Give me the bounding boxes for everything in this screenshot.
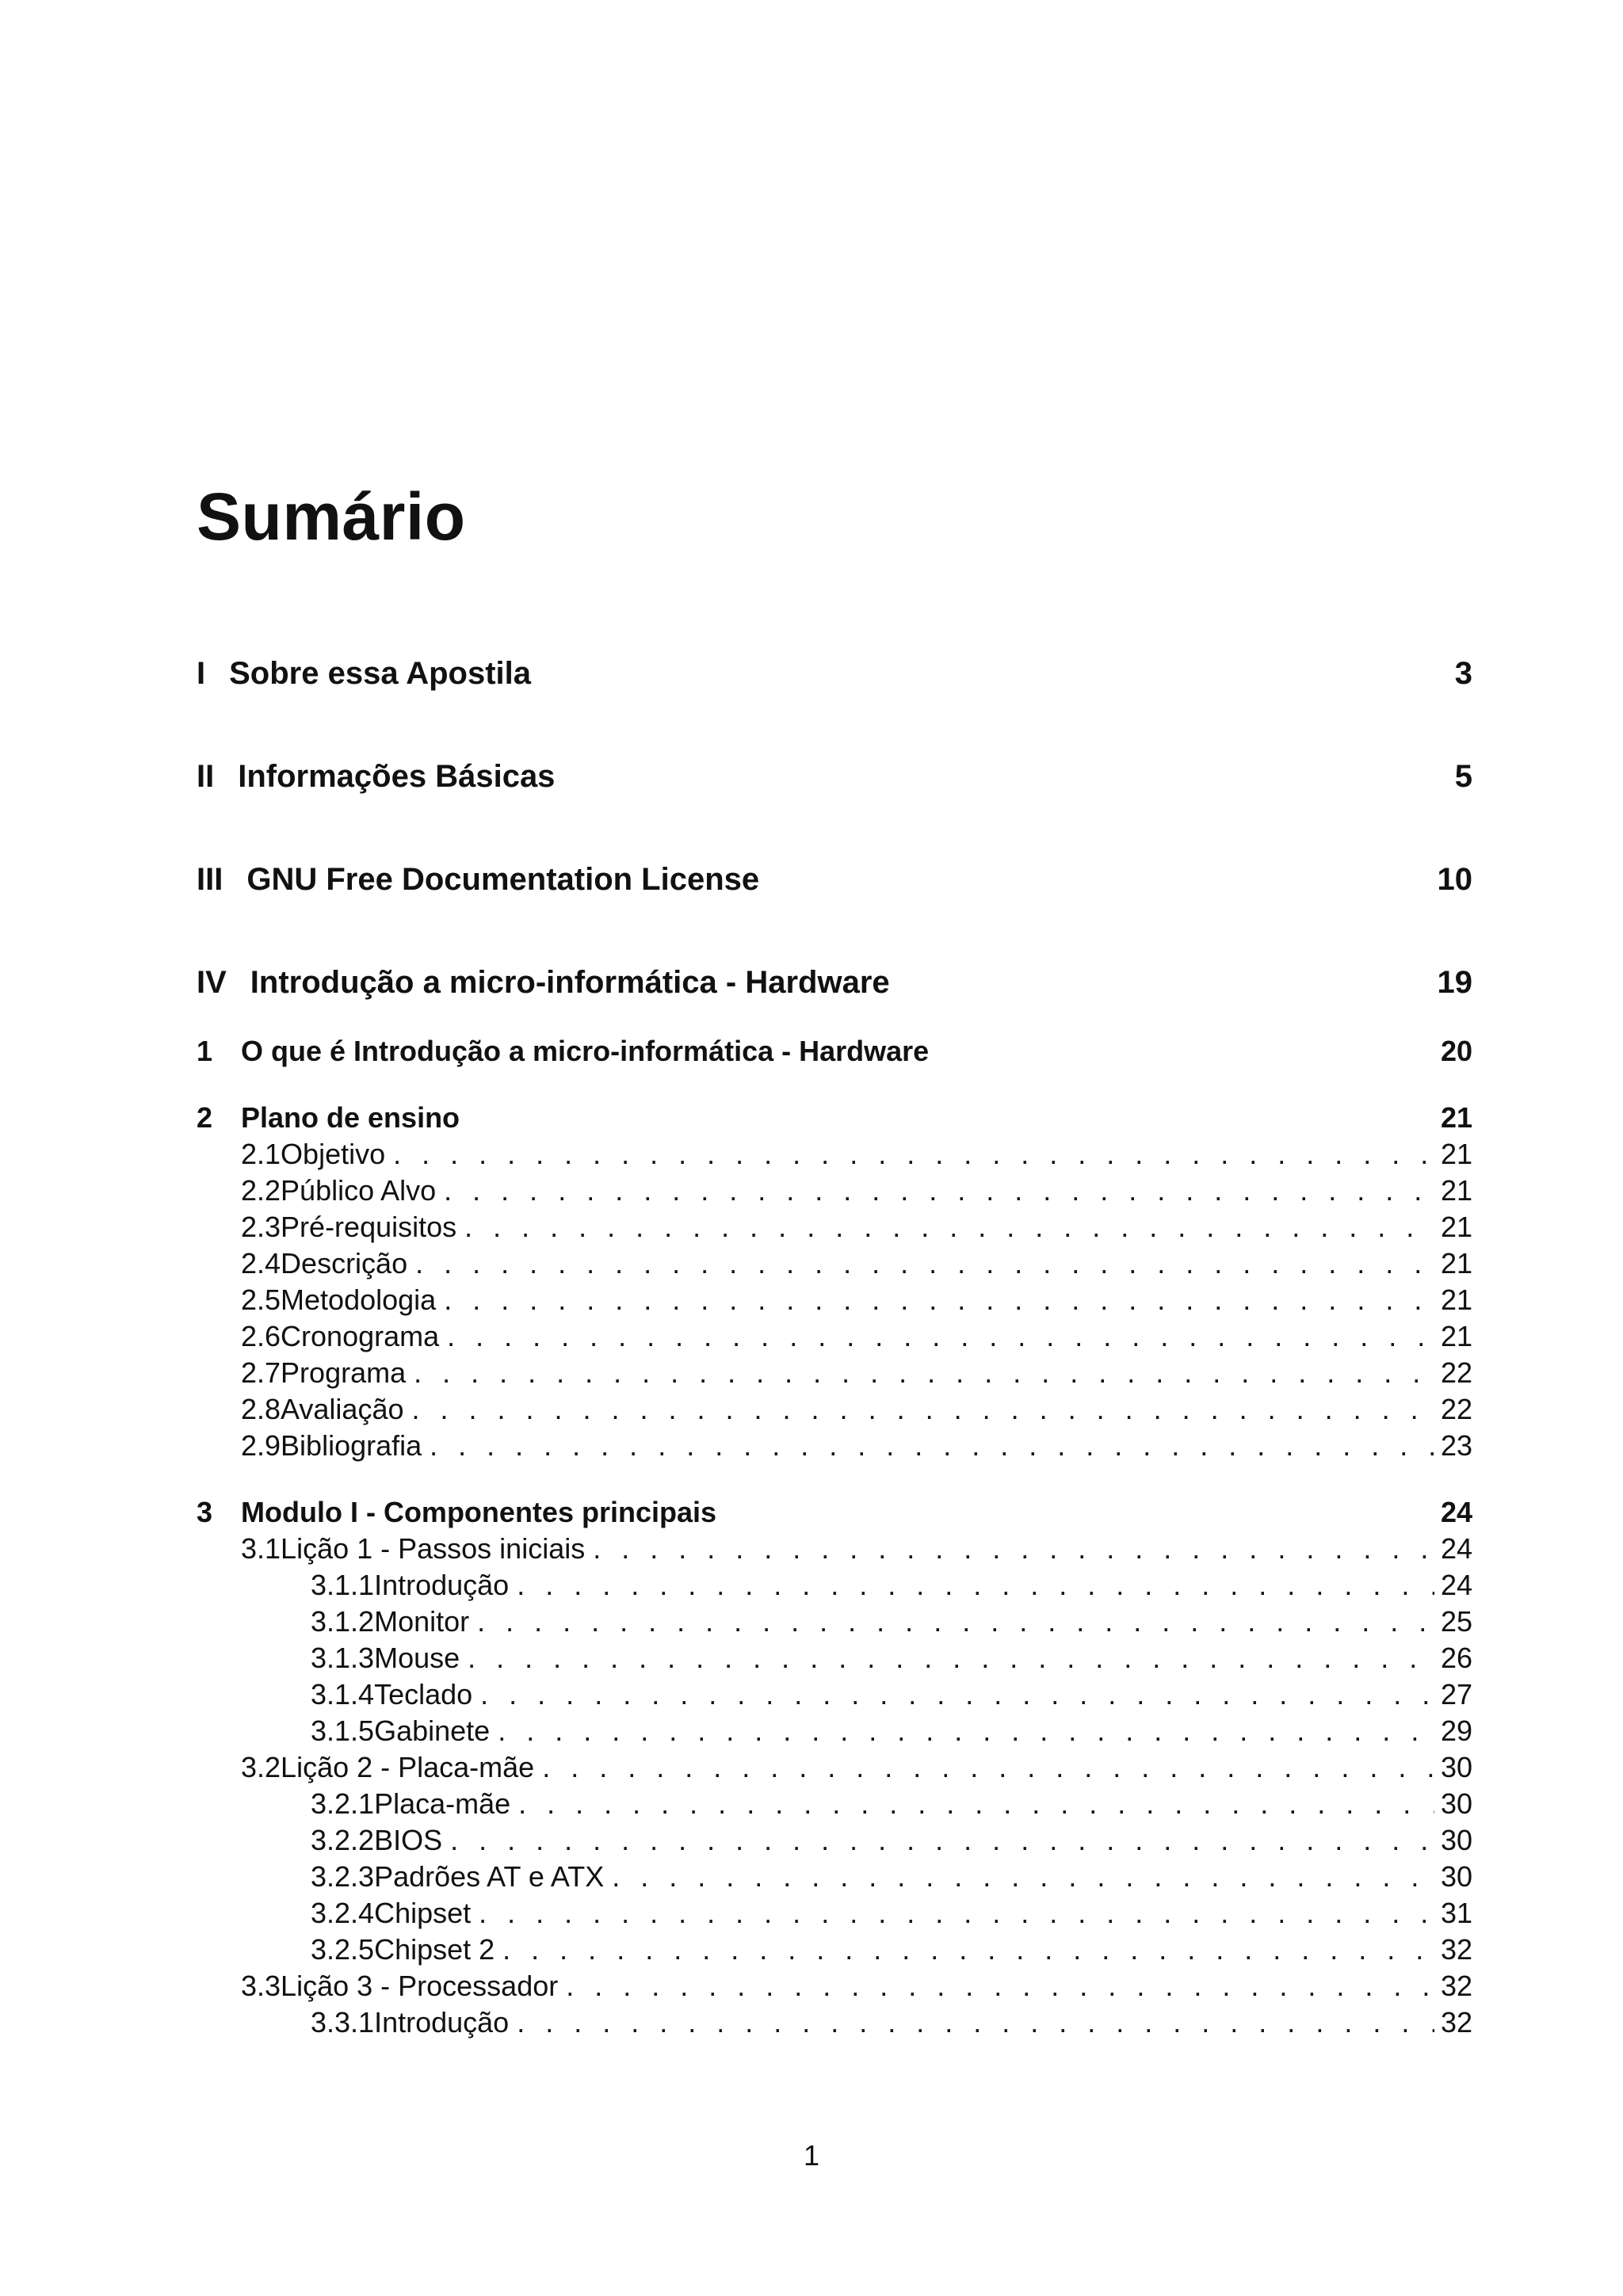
- toc-part-page: 3: [1454, 656, 1472, 691]
- toc-part-title: Sobre essa Apostila: [229, 656, 532, 691]
- toc-entry[interactable]: [197, 1787, 1472, 1821]
- toc-entry-page: 32: [1440, 2006, 1472, 2039]
- toc-entry-page: 21: [1440, 1320, 1472, 1352]
- toc-dot-leader: [593, 1532, 1434, 1566]
- toc-entry-page: 24: [1440, 1569, 1472, 1601]
- toc-entry-number: 2.4: [241, 1247, 281, 1280]
- toc-dot-leader: [498, 1714, 1434, 1748]
- toc-entry-title: Bibliografia: [281, 1429, 422, 1462]
- toc-entry-title: Mouse: [374, 1642, 460, 1674]
- toc-entry-number: 3.1.2: [311, 1605, 375, 1638]
- toc-dot-leader: [502, 1933, 1434, 1966]
- toc-entry-page: 30: [1440, 1824, 1472, 1856]
- toc-chapter-page: 24: [1440, 1496, 1472, 1528]
- toc-dot-leader: [566, 1970, 1434, 2003]
- toc-entry-title: Chipset 2: [374, 1933, 495, 1966]
- toc-entry[interactable]: [197, 1569, 1472, 1602]
- toc-entry[interactable]: [197, 2006, 1472, 2039]
- toc-entry-number: 3.2.3: [311, 1860, 375, 1893]
- toc-entry-page: 21: [1440, 1174, 1472, 1207]
- toc-dot-leader: [517, 1569, 1434, 1602]
- toc-entry-title: Metodologia: [281, 1283, 437, 1316]
- toc-entry-page: 21: [1440, 1138, 1472, 1170]
- toc-entry-number: 3.1.1: [311, 1569, 375, 1601]
- toc-entry-page: 22: [1440, 1356, 1472, 1389]
- toc-entry[interactable]: [197, 1714, 1472, 1748]
- toc-dot-leader: [444, 1174, 1434, 1207]
- toc-entry-page: 25: [1440, 1605, 1472, 1638]
- toc-entry-title: BIOS: [374, 1824, 443, 1856]
- toc-dot-leader: [415, 1247, 1434, 1280]
- toc-dot-leader: [464, 1211, 1434, 1244]
- toc-entry-number: 3.1: [241, 1532, 281, 1565]
- toc-part-number: I: [197, 656, 206, 691]
- toc-entry-title: Monitor: [374, 1605, 470, 1638]
- toc-entry-number: 2.3: [241, 1211, 281, 1243]
- toc-entry-title: Descrição: [281, 1247, 408, 1280]
- toc-entry-page: 32: [1440, 1933, 1472, 1966]
- toc-entry-number: 3.2.2: [311, 1824, 375, 1856]
- toc-entry-number: 3.1.3: [311, 1642, 375, 1674]
- toc-chapter-2[interactable]: [197, 1101, 1472, 1135]
- toc-entry-number: 2.1: [241, 1138, 281, 1170]
- toc-chapter-1[interactable]: [197, 1035, 1472, 1068]
- toc-part-4[interactable]: [197, 965, 1472, 1001]
- toc-entry-page: 29: [1440, 1714, 1472, 1747]
- toc-dot-leader: [479, 1897, 1434, 1930]
- toc-part-title: Informações Básicas: [238, 759, 556, 794]
- toc-entry-page: 23: [1440, 1429, 1472, 1462]
- toc-entry-title: Introdução: [374, 1569, 510, 1601]
- toc-dot-leader: [612, 1860, 1434, 1894]
- toc-chapter-3[interactable]: [197, 1496, 1472, 1529]
- toc-entry-number: 2.5: [241, 1283, 281, 1316]
- toc-entry[interactable]: [197, 1393, 1472, 1426]
- toc-entry-title: Objetivo: [281, 1138, 386, 1170]
- toc-entry-number: 3.3.1: [311, 2006, 375, 2039]
- toc-part-1[interactable]: [197, 656, 1472, 692]
- toc-entry[interactable]: [197, 1897, 1472, 1930]
- toc-chapter-page: 20: [1440, 1035, 1472, 1067]
- toc-entry-title: Lição 1 - Passos iniciais: [281, 1532, 586, 1565]
- toc-entry[interactable]: [197, 1138, 1472, 1171]
- toc-entry-title: Cronograma: [281, 1320, 440, 1352]
- toc-entry-page: 22: [1440, 1393, 1472, 1425]
- toc-entry-number: 2.8: [241, 1393, 281, 1425]
- toc-entry[interactable]: [197, 1860, 1472, 1894]
- toc-entry[interactable]: [197, 1824, 1472, 1857]
- toc-entry[interactable]: [197, 1532, 1472, 1566]
- toc-entry[interactable]: [197, 1356, 1472, 1390]
- toc-entry[interactable]: [197, 1320, 1472, 1353]
- toc-entry-page: 26: [1440, 1642, 1472, 1674]
- toc-chapter-number: 1: [197, 1035, 213, 1067]
- toc-entry-number: 2.6: [241, 1320, 281, 1352]
- toc-entry-title: Lição 2 - Placa-mãe: [281, 1751, 535, 1783]
- toc-entry-number: 2.2: [241, 1174, 281, 1207]
- toc-chapter-title: Modulo I - Componentes principais: [241, 1496, 717, 1528]
- toc-chapter-page: 21: [1440, 1101, 1472, 1134]
- toc-entry-page: 30: [1440, 1860, 1472, 1893]
- toc-entry[interactable]: [197, 1283, 1472, 1317]
- toc-entry-title: Pré-requisitos: [281, 1211, 457, 1243]
- toc-entry[interactable]: [197, 1678, 1472, 1711]
- toc-entry-title: Chipset: [374, 1897, 472, 1929]
- toc-entry-number: 3.1.4: [311, 1678, 375, 1711]
- toc-entry[interactable]: [197, 1970, 1472, 2003]
- toc-dot-leader: [477, 1605, 1434, 1638]
- toc-entry-number: 3.1.5: [311, 1714, 375, 1747]
- toc-part-title: GNU Free Documentation License: [246, 862, 760, 897]
- page-number: 1: [803, 2139, 820, 2172]
- toc-entry[interactable]: [197, 1174, 1472, 1207]
- toc-entry[interactable]: [197, 1429, 1472, 1463]
- toc-entry-number: 3.2: [241, 1751, 281, 1783]
- toc-entry-page: 30: [1440, 1751, 1472, 1783]
- toc-entry-page: 30: [1440, 1787, 1472, 1820]
- toc-entry-title: Teclado: [374, 1678, 473, 1711]
- toc-dot-leader: [412, 1393, 1434, 1426]
- toc-entry-number: 3.2.4: [311, 1897, 375, 1929]
- toc-part-number: IV: [197, 965, 227, 1000]
- toc-dot-leader: [447, 1320, 1434, 1353]
- toc-dot-leader: [444, 1283, 1434, 1317]
- toc-dot-leader: [450, 1824, 1434, 1857]
- toc-entry-page: 21: [1440, 1211, 1472, 1243]
- toc-entry[interactable]: [197, 1211, 1472, 1244]
- toc-entry-page: 24: [1440, 1532, 1472, 1565]
- toc-entry-number: 3.3: [241, 1970, 281, 2002]
- toc-chapter-title: Plano de ensino: [241, 1101, 460, 1134]
- toc-dot-leader: [517, 2006, 1434, 2039]
- toc-part-number: II: [197, 759, 215, 794]
- toc-entry[interactable]: [197, 1751, 1472, 1784]
- toc-dot-leader: [393, 1138, 1434, 1171]
- toc-part-3[interactable]: [197, 862, 1472, 898]
- toc-entry-title: Avaliação: [281, 1393, 404, 1425]
- toc-entry-number: 3.2.1: [311, 1787, 375, 1820]
- toc-entry-title: Lição 3 - Processador: [281, 1970, 559, 2002]
- toc-part-page: 10: [1437, 862, 1472, 897]
- toc-entry-page: 31: [1440, 1897, 1472, 1929]
- toc-dot-leader: [414, 1356, 1434, 1390]
- toc-entry-title: Padrões AT e ATX: [374, 1860, 605, 1893]
- toc-entry-page: 32: [1440, 1970, 1472, 2002]
- toc-dot-leader: [468, 1642, 1434, 1675]
- toc-chapter-title: O que é Introdução a micro-informática - Hardware: [241, 1035, 930, 1067]
- toc-entry[interactable]: [197, 1933, 1472, 1966]
- toc-entry[interactable]: [197, 1247, 1472, 1280]
- toc-part-page: 19: [1437, 965, 1472, 1000]
- toc-entry-page: 27: [1440, 1678, 1472, 1711]
- toc-entry-number: 2.9: [241, 1429, 281, 1462]
- toc-entry-number: 2.7: [241, 1356, 281, 1389]
- toc-entry-number: 3.2.5: [311, 1933, 375, 1966]
- toc-entry[interactable]: [197, 1605, 1472, 1638]
- toc-dot-leader: [542, 1751, 1434, 1784]
- toc-entry-title: Gabinete: [374, 1714, 491, 1747]
- toc-part-page: 5: [1454, 759, 1472, 794]
- toc-entry-page: 21: [1440, 1247, 1472, 1280]
- toc-dot-leader: [430, 1429, 1434, 1463]
- toc-entry-title: Público Alvo: [281, 1174, 437, 1207]
- toc-chapter-number: 2: [197, 1101, 213, 1134]
- toc-dot-leader: [480, 1678, 1434, 1711]
- toc-chapter-number: 3: [197, 1496, 213, 1528]
- toc-entry[interactable]: [197, 1642, 1472, 1675]
- toc-entry-title: Programa: [281, 1356, 407, 1389]
- page-title: Sumário: [197, 479, 466, 554]
- toc-entry-title: Introdução: [374, 2006, 510, 2039]
- toc-part-title: Introdução a micro-informática - Hardware: [250, 965, 890, 1000]
- toc-part-number: III: [197, 862, 223, 897]
- toc-part-2[interactable]: [197, 759, 1472, 795]
- toc-entry-page: 21: [1440, 1283, 1472, 1316]
- toc-dot-leader: [518, 1787, 1434, 1821]
- toc-entry-title: Placa-mãe: [374, 1787, 511, 1820]
